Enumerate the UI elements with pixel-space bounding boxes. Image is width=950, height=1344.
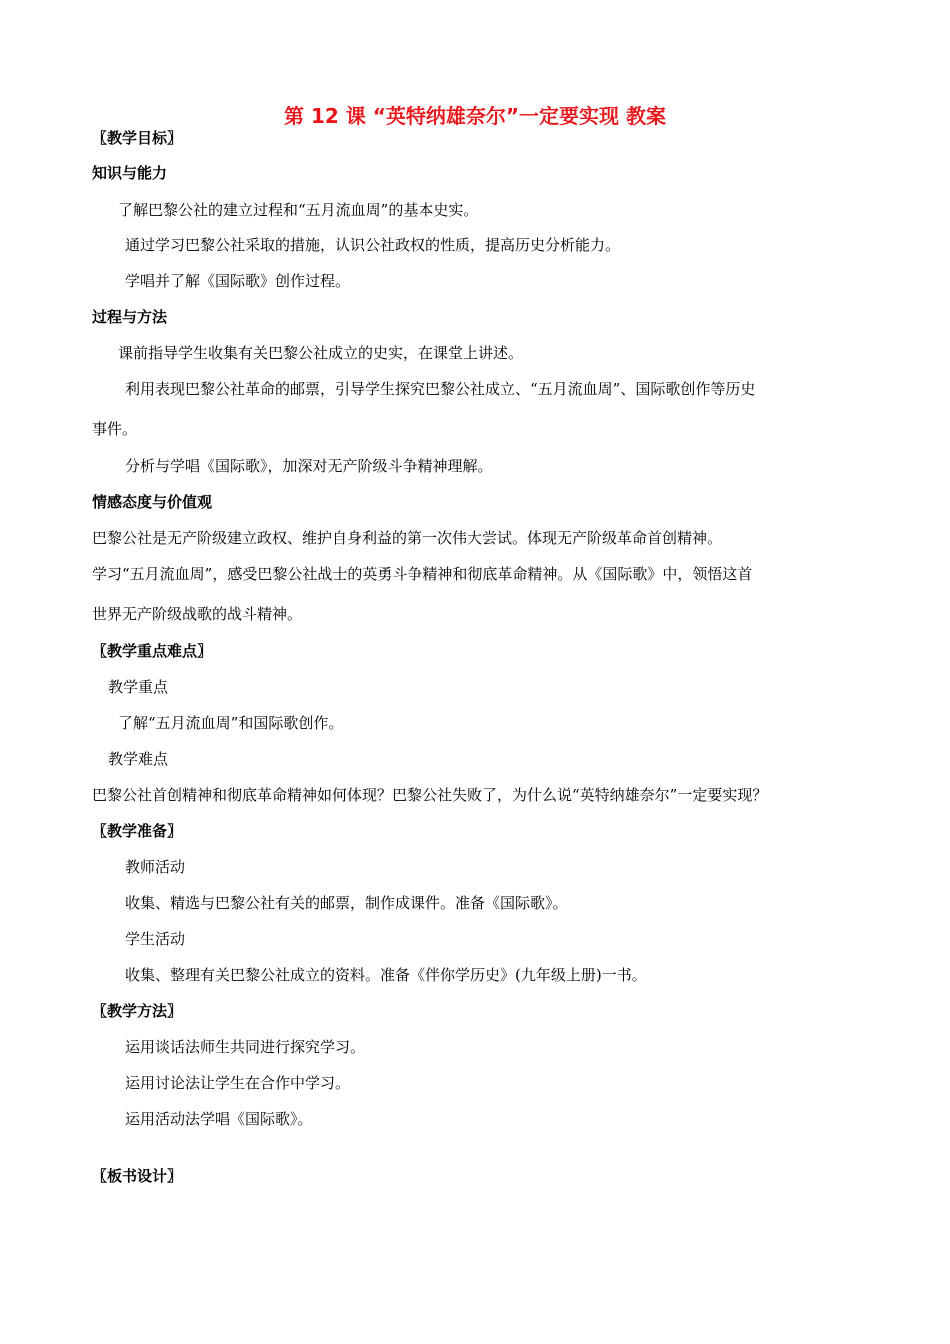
- focus-text: 了解“五月流血周”和国际歌创作。: [118, 714, 344, 732]
- process-item-2-line-2: 事件。: [92, 420, 138, 438]
- method-item-1: 运用谈话法师生共同进行探究学习。: [125, 1038, 366, 1056]
- teacher-text: 收集、精选与巴黎公社有关的邮票，制作成课件。准备《国际歌》。: [125, 894, 568, 912]
- emotion-item-1: 巴黎公社是无产阶级建立政权、维护自身利益的第一次伟大尝试。体现无产阶级革命首创精神。: [92, 529, 723, 547]
- heading-prep: 〖教学准备〗: [92, 822, 183, 840]
- difficulty-text: 巴黎公社首创精神和彻底革命精神如何体现？巴黎公社失败了，为什么说“英特纳雄奈尔”一定要实现？: [92, 786, 768, 804]
- focus-label: 教学重点: [108, 678, 169, 696]
- process-item-1: 课前指导学生收集有关巴黎公社成立的史实，在课堂上讲述。: [118, 344, 524, 362]
- knowledge-item-3: 学唱并了解《国际歌》创作过程。: [125, 272, 351, 290]
- heading-keypoints: 〖教学重点难点〗: [92, 642, 213, 660]
- heading-methods: 〖教学方法〗: [92, 1002, 183, 1020]
- emotion-item-2-line-1: 学习“五月流血周”，感受巴黎公社战士的英勇斗争精神和彻底革命精神。从《国际歌》中，领悟这首: [92, 565, 753, 583]
- process-item-2-line-1: 利用表现巴黎公社革命的邮票，引导学生探究巴黎公社成立、“五月流血周”、国际歌创作等历史: [125, 380, 756, 398]
- lesson-title: 第 12 课 “英特纳雄奈尔”一定要实现 教案: [284, 104, 666, 128]
- student-label: 学生活动: [125, 930, 186, 948]
- teacher-label: 教师活动: [125, 858, 186, 876]
- difficulty-label: 教学难点: [108, 750, 169, 768]
- heading-knowledge: 知识与能力: [92, 164, 168, 182]
- knowledge-item-2: 通过学习巴黎公社采取的措施，认识公社政权的性质，提高历史分析能力。: [125, 236, 621, 254]
- process-item-3: 分析与学唱《国际歌》，加深对无产阶级斗争精神理解。: [125, 457, 493, 475]
- student-text: 收集、整理有关巴黎公社成立的资料。准备《伴你学历史》(九年级上册)一书。: [125, 966, 647, 984]
- method-item-2: 运用讨论法让学生在合作中学习。: [125, 1074, 351, 1092]
- heading-board: 〖板书设计〗: [92, 1167, 183, 1185]
- emotion-item-2-line-2: 世界无产阶级战歌的战斗精神。: [92, 605, 303, 623]
- heading-process: 过程与方法: [92, 308, 168, 326]
- heading-objectives: 〖教学目标〗: [92, 129, 183, 147]
- heading-emotion: 情感态度与价值观: [92, 493, 213, 511]
- method-item-3: 运用活动法学唱《国际歌》。: [125, 1110, 313, 1128]
- knowledge-item-1: 了解巴黎公社的建立过程和“五月流血周”的基本史实。: [118, 201, 479, 219]
